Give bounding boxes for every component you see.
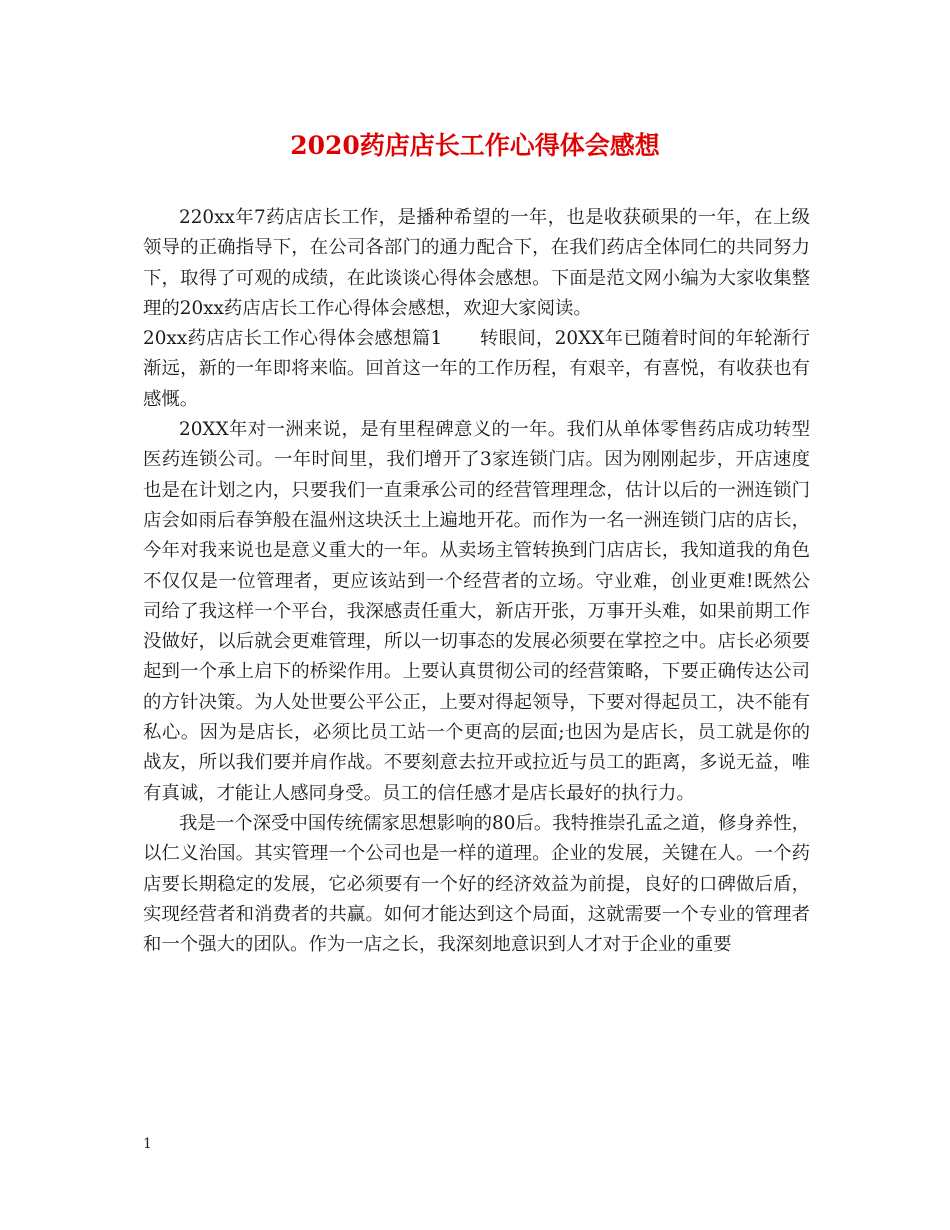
paragraph-intro: 220xx年7药店店长工作，是播种希望的一年，也是收获硕果的一年，在上级领导的正确指导下，在公司各部门的通力配合下，在我们药店全体同仁的共同努力下，取得了可观的成绩，在此谈谈心得体会感想。下面是范文网小编为大家收集整理的20xx药店店长工作心得体会感想，欢迎大家阅读。 xyxy=(143,207,810,319)
paragraph-milestone-year: 20XX年对一洲来说，是有里程碑意义的一年。我们从单体零售药店成功转型医药连锁公司。一年时间里，我们增开了3家连锁门店。因为刚刚起步，开店速度也是在计划之内，只要我们一直秉承公司的经营管理理念，估计以后的一洲连锁门店会如雨后春笋般在温州这块沃土上遍地开花。而作为一名一洲连锁门店的店长，今年对我来说也是意义重大的一年。从卖场主管转换到门店店长，我知道我的角色不仅仅是一位管理者，更应该站到一个经营者的立场。守业难，创业更难!既然公司给了我这样一个平台，我深感责任重大，新店开张，万事开头难，如果前期工作没做好，以后就会更难管理，所以一切事态的发展必须要在掌控之中。店长必须要起到一个承上启下的桥梁作用。上要认真贯彻公司的经营策略，下要正确传达公司的方针决策。为人处世要公平公正，上要对得起领导，下要对得起员工，决不能有私心。因为是店长，必须比员工站一个更高的层面;也因为是店长，员工就是你的战友，所以我们要并肩作战。不要刻意去拉开或拉近与员工的距离，多说无益，唯有真诚，才能让人感同身受。员工的信任感才是店长最好的执行力。 xyxy=(143,419,810,804)
page-title: 2020药店店长工作心得体会感想 xyxy=(290,131,660,160)
page-number: 1 xyxy=(143,1136,152,1152)
paragraph-article-heading: 20xx药店店长工作心得体会感想篇1 转眼间，20XX年已随着时间的年轮渐行渐远，新的一年即将来临。回首这一年的工作历程，有艰辛，有喜悦，有收获也有感慨。 xyxy=(143,328,810,410)
body-text xyxy=(143,203,810,960)
paragraph-confucian-management: 我是一个深受中国传统儒家思想影响的80后。我特推崇孔孟之道，修身养性，以仁义治国。其实管理一个公司也是一样的道理。企业的发展，关键在人。一个药店要长期稳定的发展，它必须要有一个好的经济效益为前提，良好的口碑做后盾，实现经营者和消费者的共赢。如何才能达到这个局面，这就需要一个专业的管理者和一个强大的团队。作为一店之长，我深刻地意识到人才对于企业的重要 xyxy=(143,812,810,956)
